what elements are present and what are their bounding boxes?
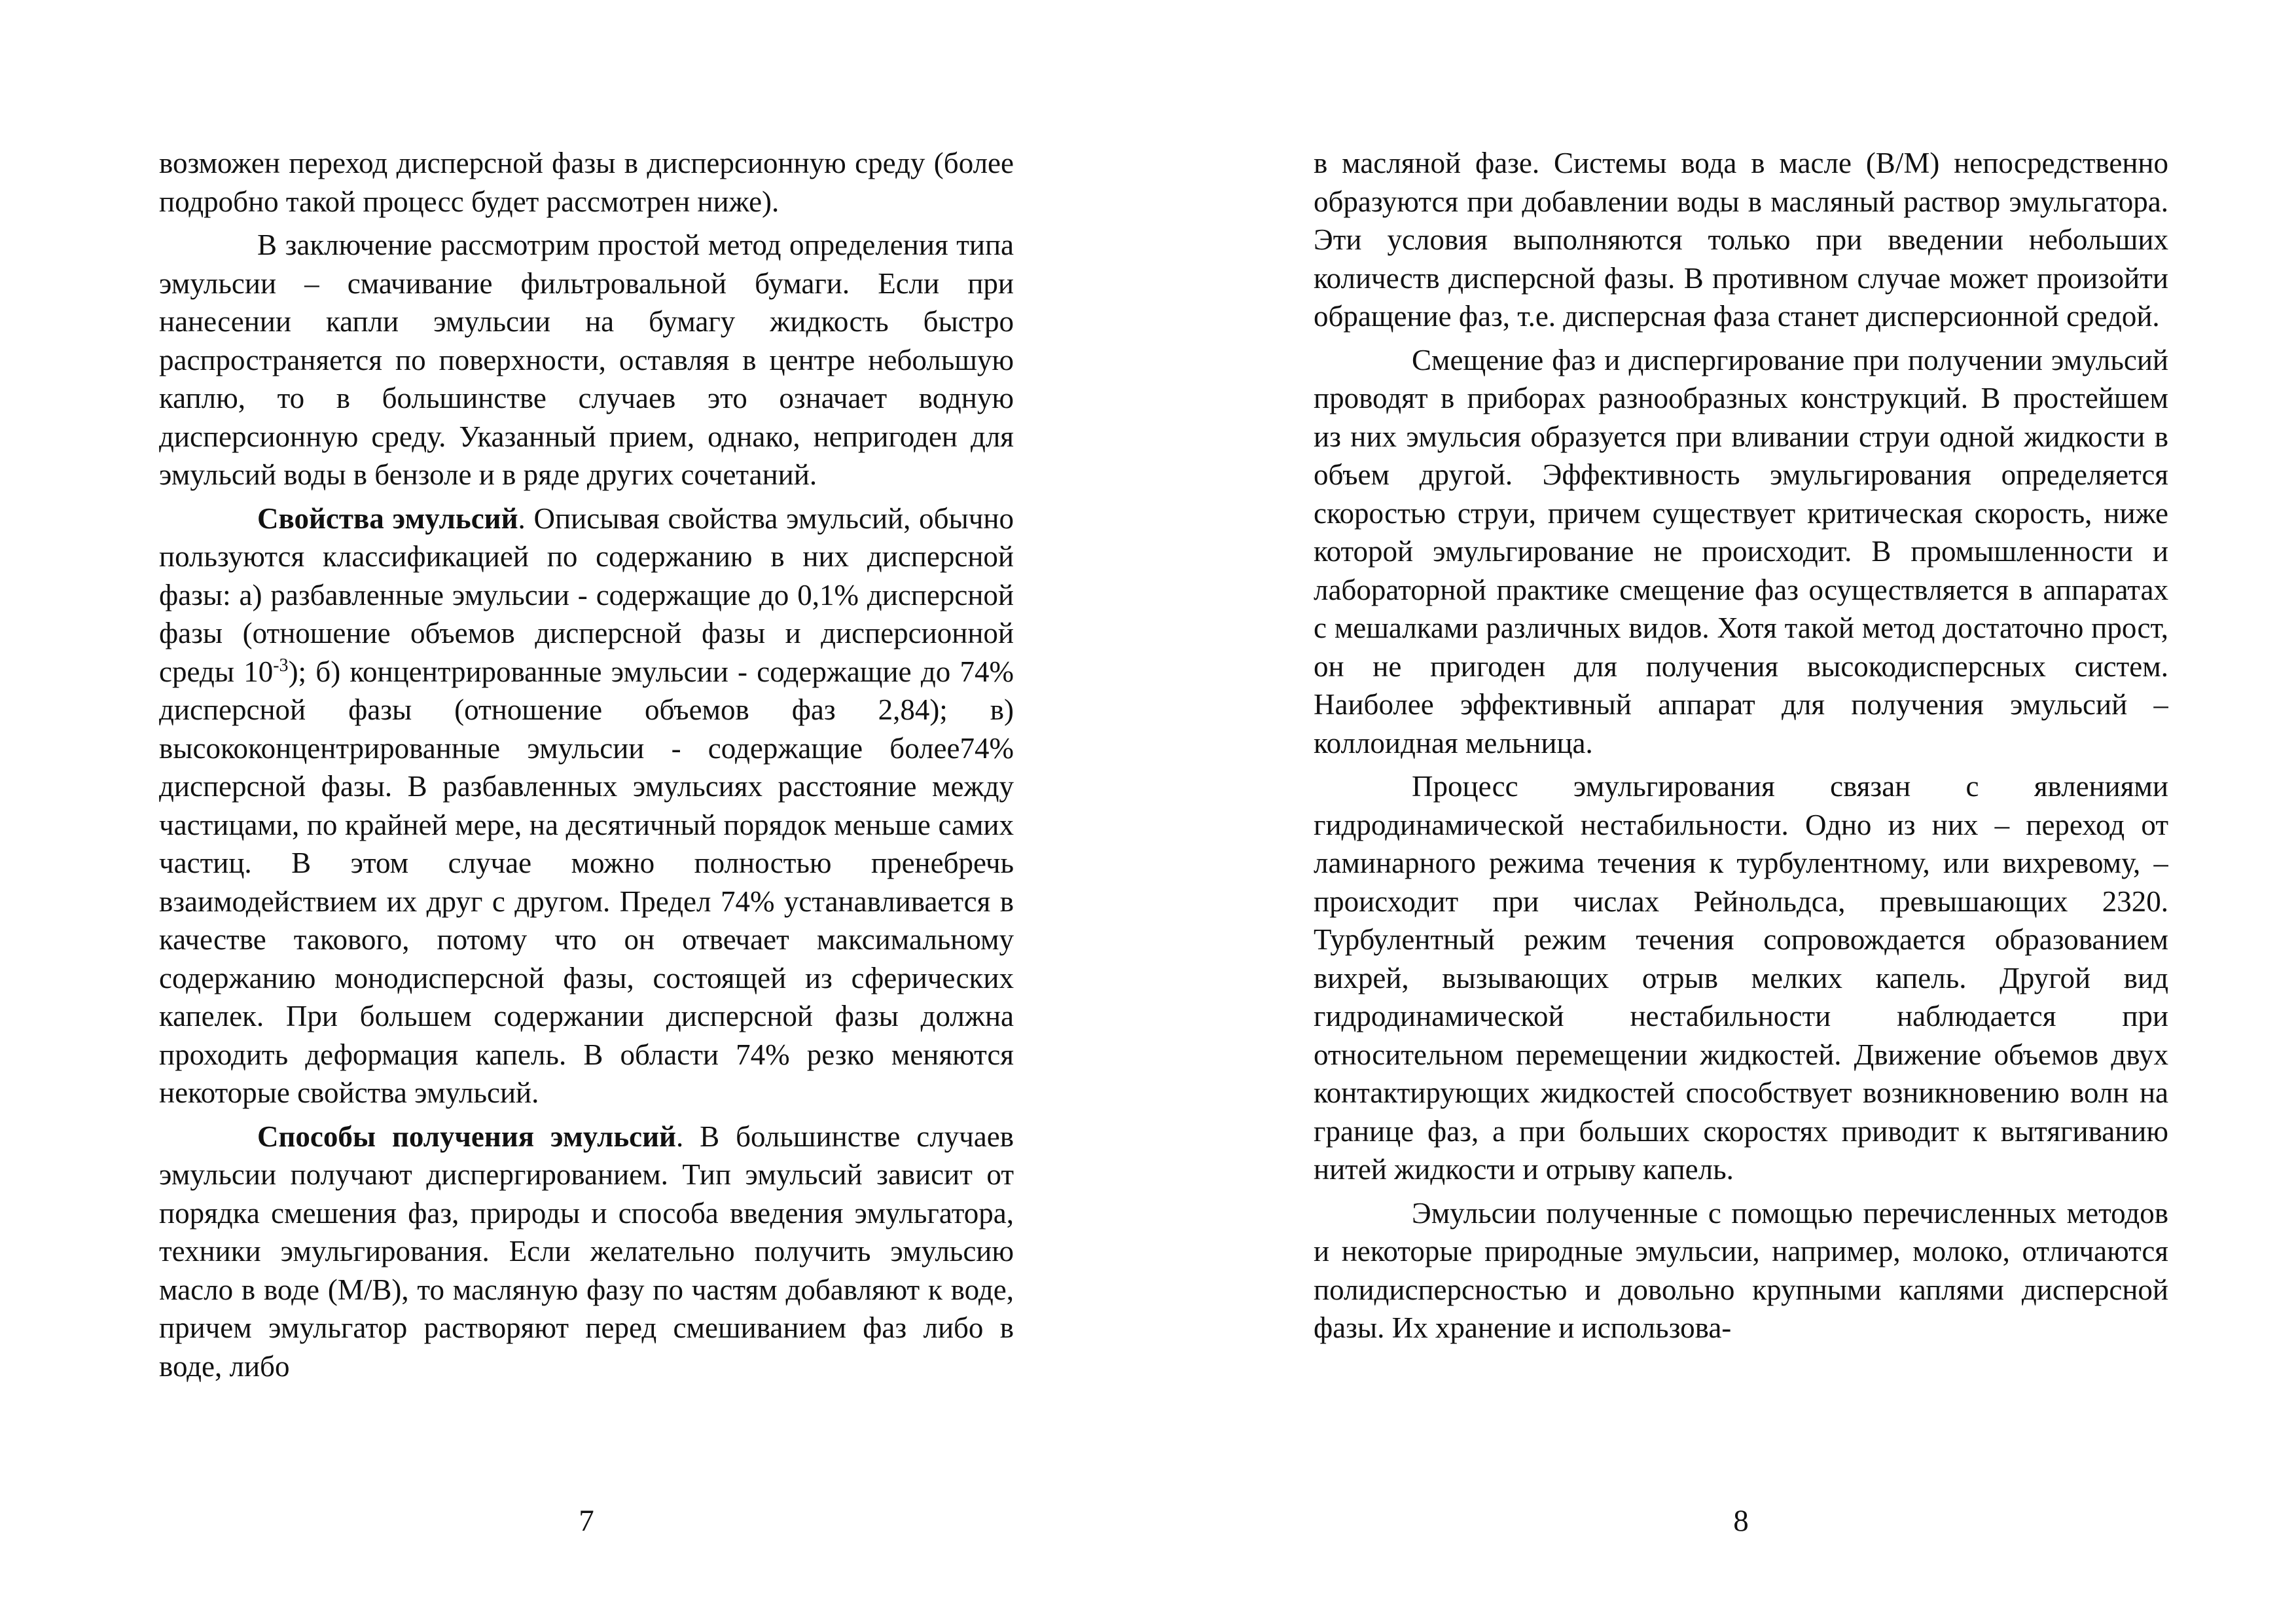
section-heading-emulsion-methods: Способы получения эмульсий <box>257 1120 676 1153</box>
left-paragraph-2: В заключение рассмотрим простой метод определения типа эмульсии – смачивание фильтровальной бумаги. Если при нанесении капли эмульсии на бумагу жидкость быстро распространяется по поверхности, оставляя в центре небольшую каплю, то в большинстве случаев это означает водную дисперсионную среду. Указанный прием, однако, непригоден для эмульсий воды в бензоле и в ряде других сочетаний. <box>159 228 1014 491</box>
right-page-text <box>1314 144 2168 1453</box>
left-paragraph-4 <box>159 1118 1014 1386</box>
exponent: -3 <box>273 655 289 676</box>
page-number-left: 7 <box>579 1504 594 1538</box>
section-heading-emulsion-properties: Свойства эмульсий <box>257 501 518 535</box>
right-paragraph-1: в масляной фазе. Системы вода в масле (В/М) непосредственно образуются при добавлении воды в масляный раствор эмульгатора. Эти условия выполняются только при введении небольших количеств дисперсной фазы. В противном случае может произойти обращение фаз, т.е. дисперсная фаза станет дисперсионной средой. <box>1314 147 2168 333</box>
left-paragraph-3-text-b: ); б) концентрированные эмульсии - содержащие до 74% дисперсной фазы (отношение объемов фаз 2,84); в) высококонцентрированные эмульсии - содержащие более74% дисперсной фазы. В разбавленных эмульсиях расстояние между частицами, по крайней мере, на десятичный порядок меньше самих частиц. В этом случае можно полностью пренебречь взаимодействием их друг с другом. Предел 74% устанавливается в качестве такового, потому что он отвечает максимальному содержанию монодисперсной фазы, состоящей из сферических капелек. При большем содержании дисперсной фазы должна проходить деформация капель. В области 74% резко меняются некоторые свойства эмульсий. <box>159 655 1014 1109</box>
right-page <box>1314 144 2168 1538</box>
left-paragraph-4-text: . В большинстве случаев эмульсии получают диспергированием. Тип эмульсий зависит от порядка смешения фаз, природы и способа введения эмульгатора, техники эмульгирования. Если желательно получить эмульсию масло в воде (М/В), то масляную фазу по частям добавляют к воде, причем эмульгатор растворяют перед смешиванием фаз либо в воде, либо <box>159 1120 1014 1383</box>
page-number-right: 8 <box>1733 1504 1749 1538</box>
left-paragraph-3-text-a: . Описывая свойства эмульсий, обычно пользуются классификацией по содержанию в них дисперсной фазы: а) разбавленные эмульсии - содержащие до 0,1% дисперсной фазы (отношение объемов дисперсной фазы и дисперсионной среды 10 <box>159 501 1014 688</box>
right-paragraph-3: Процесс эмульгирования связан с явлениями гидродинамической нестабильности. Одно из них – переход от ламинарного режима течения к турбулентному, или вихревому, – происходит при числах Рейнольдса, превышающих 2320. Турбулентный режим течения сопровождается образованием вихрей, вызывающих отрыв мелких капель. Другой вид гидродинамической нестабильности наблюдается при относительном перемещении жидкостей. Движение объемов двух контактирующих жидкостей способствует возникновению волн на границе фаз, а при больших скоростях приводит к вытягиванию нитей жидкости и отрыву капель. <box>1314 770 2168 1186</box>
left-page <box>159 144 1014 1538</box>
right-paragraph-4: Эмульсии полученные с помощью перечисленных методов и некоторые природные эмульсии, например, молоко, отличаются полидисперсностью и довольно крупными каплями дисперсной фазы. Их хранение и использова- <box>1314 1196 2168 1344</box>
left-paragraph-3 <box>159 500 1014 1112</box>
right-paragraph-2: Смещение фаз и диспергирование при получении эмульсий проводят в приборах разнообразных конструкций. В простейшем из них эмульсия образуется при вливании струи одной жидкости в объем другой. Эффективность эмульгирования определяется скоростью струи, причем существует критическая скорость, ниже которой эмульгирование не происходит. В промышленности и лабораторной практике смещение фаз осуществляется в аппаратах с мешалками различных видов. Хотя такой метод достаточно прост, он не пригоден для получения высокодисперсных систем. Наиболее эффективный аппарат для получения эмульсий – коллоидная мельница. <box>1314 343 2168 759</box>
left-paragraph-1: возможен переход дисперсной фазы в дисперсионную среду (более подробно такой процесс будет рассмотрен ниже). <box>159 147 1014 218</box>
left-page-text <box>159 144 1014 1453</box>
